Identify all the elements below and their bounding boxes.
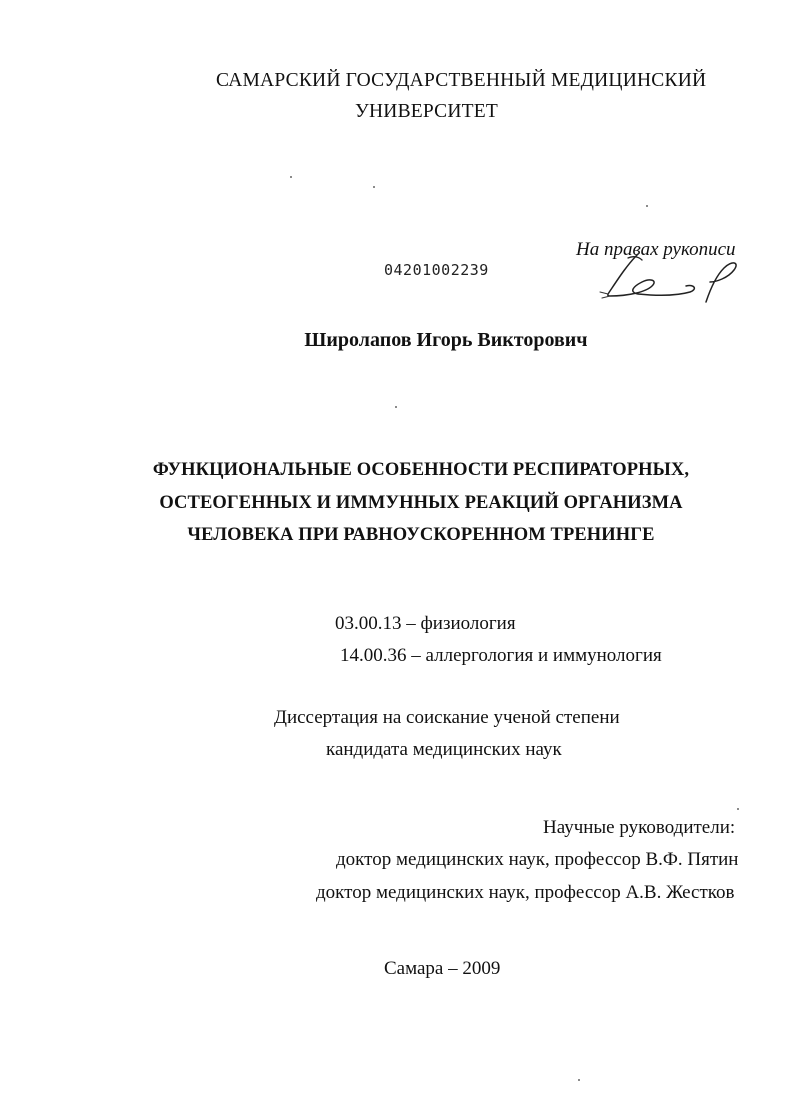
- handwritten-signature: [598, 252, 748, 304]
- catalog-number-stamp: 04201002239: [384, 261, 489, 279]
- manuscript-rights-note: На правах рукописи: [576, 239, 736, 260]
- dissertation-title-line: ЧЕЛОВЕКА ПРИ РАВНОУСКОРЕННОМ ТРЕНИНГЕ: [187, 525, 655, 545]
- scan-speck: [578, 1079, 580, 1081]
- dissertation-title-line: ФУНКЦИОНАЛЬНЫЕ ОСОБЕННОСТИ РЕСПИРАТОРНЫХ,: [152, 460, 690, 480]
- scan-speck: [737, 808, 739, 810]
- specialty-code: 14.00.36 – аллергология и иммунология: [340, 645, 662, 666]
- university-name-line-2: УНИВЕРСИТЕТ: [355, 101, 498, 122]
- scan-speck: [290, 176, 292, 178]
- scan-speck: [646, 205, 648, 207]
- university-name-line-1: САМАРСКИЙ ГОСУДАРСТВЕННЫЙ МЕДИЦИНСКИЙ: [216, 70, 707, 91]
- degree-statement-line-2: кандидата медицинских наук: [326, 739, 562, 760]
- place-and-year: Самара – 2009: [384, 958, 501, 979]
- supervisor-entry: доктор медицинских наук, профессор В.Ф. Пятин: [336, 849, 739, 870]
- scan-speck: [395, 406, 397, 408]
- scan-speck: [373, 186, 375, 188]
- degree-statement-line-1: Диссертация на соискание ученой степени: [274, 707, 620, 728]
- supervisor-entry: доктор медицинских наук, профессор А.В. Жестков: [316, 882, 735, 903]
- author-name: Широлапов Игорь Викторович: [304, 329, 588, 351]
- specialty-code: 03.00.13 – физиология: [335, 613, 516, 634]
- dissertation-title-line: ОСТЕОГЕННЫХ И ИММУННЫХ РЕАКЦИЙ ОРГАНИЗМА: [159, 493, 683, 513]
- supervisors-heading: Научные руководители:: [543, 817, 736, 838]
